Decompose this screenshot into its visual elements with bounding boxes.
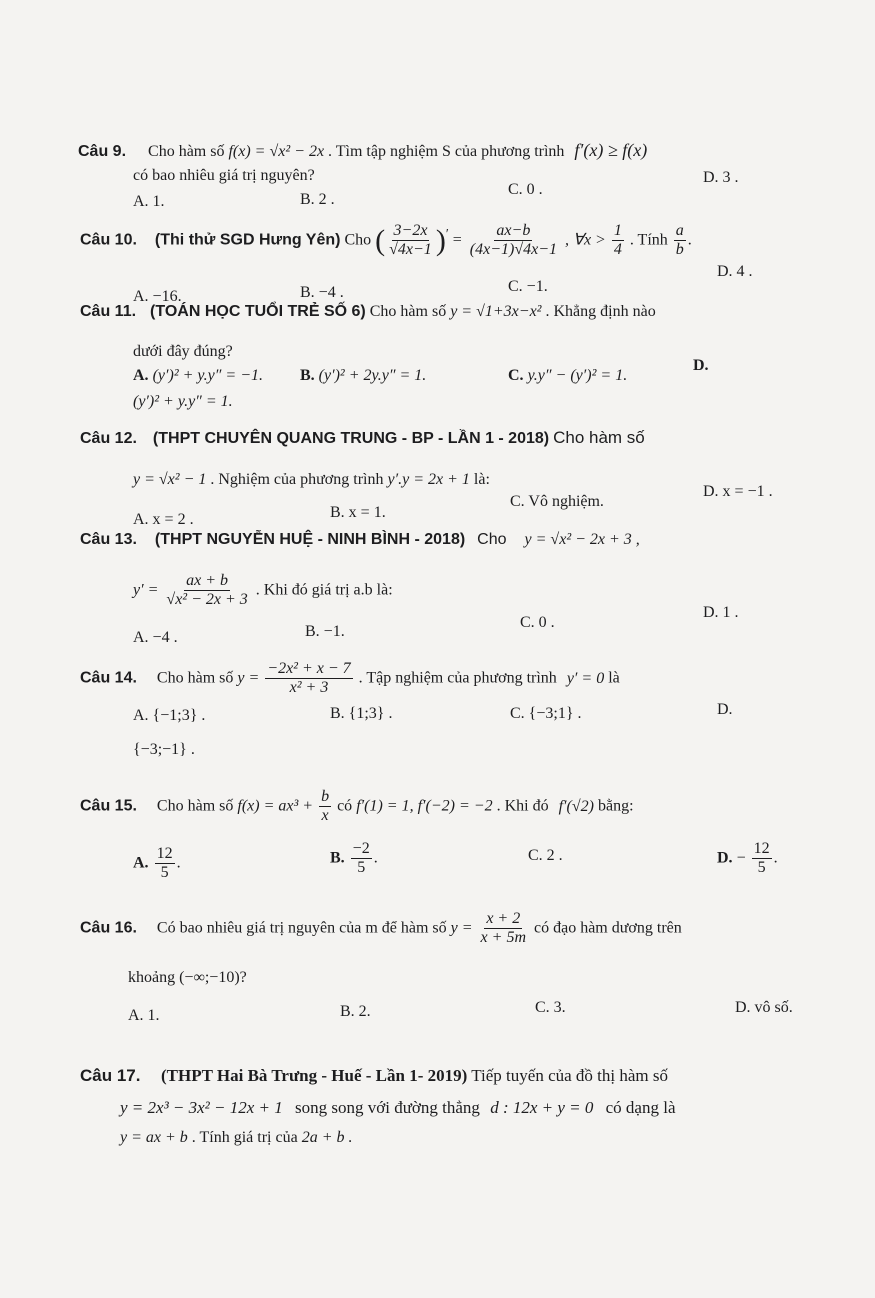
math-expression: 2a + b .: [301, 1129, 353, 1146]
math-function: y = √1+3x−x²: [450, 303, 542, 320]
question-text: Cho: [344, 231, 372, 249]
answer-d: D. 4 .: [717, 263, 753, 280]
answer-label: B.: [300, 367, 315, 384]
fraction-numerator: b: [319, 788, 331, 807]
answer-b: B. $\frac{-2}{5}$ .: [330, 840, 378, 877]
answer-value: (y′)² + 2y.y″ = 1.: [318, 367, 427, 384]
fraction-denominator: x: [321, 807, 329, 825]
question-text: song song với đường thẳng: [295, 1098, 480, 1117]
answer-d: D. 1 .: [703, 604, 739, 621]
answer-d: D.: [717, 701, 733, 718]
question-text: có: [337, 797, 353, 815]
answer-b: B. −1.: [305, 623, 345, 640]
fraction-denominator: 5: [160, 864, 169, 882]
question-9-line2: có bao nhiêu giá trị nguyên?: [133, 167, 315, 184]
question-17-line3: [120, 1128, 353, 1147]
fraction-denominator: b: [675, 241, 684, 259]
question-source: (THPT CHUYÊN QUANG TRUNG - BP - LẦN 1 - 2018): [152, 430, 550, 447]
question-text: . Tìm tập nghiệm S của phương trình: [328, 143, 565, 160]
question-13-line2: [133, 572, 393, 610]
math-condition: f′(1) = 1, f′(−2) = −2: [356, 797, 493, 815]
fraction-numerator: 12: [155, 845, 175, 864]
question-label: Câu 14.: [80, 669, 137, 687]
question-text: . Tính: [629, 231, 668, 249]
question-label: Câu 12.: [80, 430, 137, 447]
question-11: [80, 302, 656, 321]
question-text: là:: [473, 471, 490, 488]
math-line: d : 12x + y = 0: [490, 1098, 594, 1117]
answer-d: D. vô số.: [735, 999, 793, 1016]
answer-c: C. 0 .: [508, 181, 543, 198]
answer-d: D. x = −1 .: [703, 483, 773, 500]
answer-c: C. Vô nghiệm.: [510, 493, 604, 510]
answer-b: B. 2.: [340, 1003, 371, 1020]
answer-a: A. 1.: [133, 193, 165, 210]
fraction-denominator: 5: [357, 859, 366, 877]
fraction-numerator: 3−2x: [392, 222, 430, 241]
answer-label: D.: [717, 849, 733, 867]
question-text: . Khi đó giá trị a.b là:: [255, 581, 393, 599]
answer-c: C. {−3;1} .: [510, 705, 582, 722]
answer-c: C. 3.: [535, 999, 566, 1016]
question-text: . Tập nghiệm của phương trình: [358, 669, 557, 687]
answer-b: B. {1;3} .: [330, 705, 393, 722]
question-label: Câu 16.: [80, 919, 137, 937]
question-17: [80, 1066, 668, 1086]
question-source: (THPT Hai Bà Trưng - Huế - Lần 1- 2019): [160, 1066, 468, 1085]
fraction-denominator: √4x−1: [389, 241, 432, 259]
question-text: Cho hàm số: [553, 428, 645, 447]
fraction-numerator: ax + b: [184, 572, 230, 591]
math-target: f′(√2): [558, 797, 594, 815]
question-text: Cho hàm số: [369, 303, 447, 320]
math-equation: y′ = 0: [566, 669, 605, 687]
question-text: . Tính giá trị của: [191, 1129, 298, 1146]
answer-a: A. {−1;3} .: [133, 707, 206, 724]
math-function: f(x) = √x² − 2x: [228, 143, 325, 160]
answer-b: B. x = 1.: [330, 504, 386, 521]
math-lhs: y =: [237, 669, 260, 687]
math-function: y = √x² − 2x + 3 ,: [524, 531, 640, 548]
answer-c: [508, 366, 627, 385]
question-12-line2: [133, 470, 490, 489]
question-label: Câu 10.: [80, 231, 137, 249]
answer-a: A. x = 2 .: [133, 511, 194, 528]
fraction-numerator: 1: [612, 222, 624, 241]
question-text: Tiếp tuyến của đồ thị hàm số: [471, 1066, 668, 1085]
answer-d: [693, 356, 709, 375]
answer-c: C. −1.: [508, 278, 548, 295]
question-source: (Thi thử SGD Hưng Yên): [154, 231, 341, 249]
answer-b: [300, 366, 426, 385]
question-11-line2: dưới đây đúng?: [133, 343, 233, 360]
answer-value: y.y″ − (y′)² = 1.: [527, 367, 628, 384]
question-text: Cho hàm số: [148, 143, 225, 160]
question-16: [80, 910, 682, 948]
math-lhs: y′ =: [133, 581, 159, 599]
fraction-numerator: x + 2: [484, 910, 522, 929]
question-text: . Khi đó: [496, 797, 549, 815]
math-function: y = 2x³ − 3x² − 12x + 1: [120, 1098, 283, 1117]
answer-c: C. 0 .: [520, 614, 555, 631]
answer-a: A. −4 .: [133, 629, 178, 646]
fraction-denominator: 4: [613, 241, 622, 259]
answer-d: D. 3 .: [703, 169, 739, 186]
question-12: [80, 428, 645, 448]
fraction-denominator: √x² − 2x + 3: [166, 591, 248, 609]
question-text: Cho hàm số: [156, 797, 234, 815]
answer-a: [133, 366, 263, 385]
question-text: . Khẳng định nào: [545, 303, 656, 320]
answer-b: B. −4 .: [300, 284, 344, 301]
question-text: có đạo hàm dương trên: [534, 919, 682, 937]
math-inequality: f′(x) ≥ f(x): [574, 140, 648, 160]
fraction-numerator: 12: [752, 840, 772, 859]
math-equation: y′.y = 2x + 1: [387, 471, 470, 488]
answer-label: A.: [133, 854, 149, 872]
answer-d-value: {−3;−1} .: [133, 741, 195, 758]
question-9: [78, 140, 647, 162]
question-label: Câu 17.: [80, 1066, 141, 1085]
question-source: (THPT NGUYỄN HUỆ - NINH BÌNH - 2018): [154, 531, 466, 548]
fraction-numerator: −2x² + x − 7: [265, 660, 352, 679]
fraction-numerator: a: [674, 222, 686, 241]
answer-a: A. −16.: [133, 288, 182, 305]
question-source: (TOÁN HỌC TUỔI TRẺ SỐ 6): [150, 303, 366, 320]
answer-d: D. − $\frac{12}{5}$ .: [717, 840, 778, 877]
question-label: Câu 13.: [80, 531, 137, 548]
fraction-numerator: −2: [351, 840, 372, 859]
answer-label: B.: [330, 849, 345, 867]
question-13: [80, 530, 640, 549]
fraction-denominator: x + 5m: [480, 929, 526, 947]
answer-d-value: (y′)² + y.y″ = 1.: [133, 393, 233, 410]
answer-b: B. 2 .: [300, 191, 335, 208]
question-text: Có bao nhiêu giá trị nguyên của m để hàm số: [156, 919, 447, 937]
question-label: Câu 9.: [78, 143, 127, 160]
fraction-numerator: ax−b: [494, 222, 532, 241]
question-text: Cho: [477, 531, 507, 548]
fraction-denominator: (4x−1)√4x−1: [469, 241, 557, 259]
question-text: bằng:: [597, 797, 634, 815]
question-text: Cho hàm số: [156, 669, 234, 687]
answer-sign: −: [736, 849, 746, 867]
math-function: f(x) = ax³ +: [237, 797, 314, 815]
question-10: Câu 10. (Thi thử SGD Hưng Yên) Cho ( $\frac{3-2x}{√4x-1}$ )′ = $\frac{ax-b}{(4x-1)√4x-1}$ , ∀x > $\frac{1}{4}$ . Tính $\frac{a}{b}$ .: [80, 222, 692, 259]
answer-label: D.: [693, 357, 709, 374]
question-label: Câu 11.: [80, 303, 137, 320]
question-label: Câu 15.: [80, 797, 137, 815]
question-15: [80, 788, 634, 826]
question-17-line2: [120, 1098, 676, 1118]
fraction-denominator: x² + 3: [289, 679, 329, 697]
answer-c: C. 2 .: [528, 847, 563, 864]
question-text: . Nghiệm của phương trình: [210, 471, 384, 488]
answer-value: (y′)² + y.y″ = −1.: [152, 367, 263, 384]
fraction-denominator: 5: [757, 859, 766, 877]
math-lhs: y =: [450, 919, 473, 937]
answer-label: A.: [133, 367, 149, 384]
math-condition: , ∀x >: [565, 231, 606, 249]
answer-label: C.: [508, 367, 524, 384]
math-form: y = ax + b: [120, 1129, 188, 1146]
answer-a: A. $\frac{12}{5}$ .: [133, 845, 181, 882]
answer-a: A. 1.: [128, 1007, 160, 1024]
question-text: có dạng là: [605, 1098, 676, 1117]
math-function: y = √x² − 1: [133, 471, 207, 488]
question-14: [80, 660, 620, 698]
question-16-line2: khoảng (−∞;−10)?: [128, 969, 247, 986]
question-text: là: [608, 669, 620, 687]
